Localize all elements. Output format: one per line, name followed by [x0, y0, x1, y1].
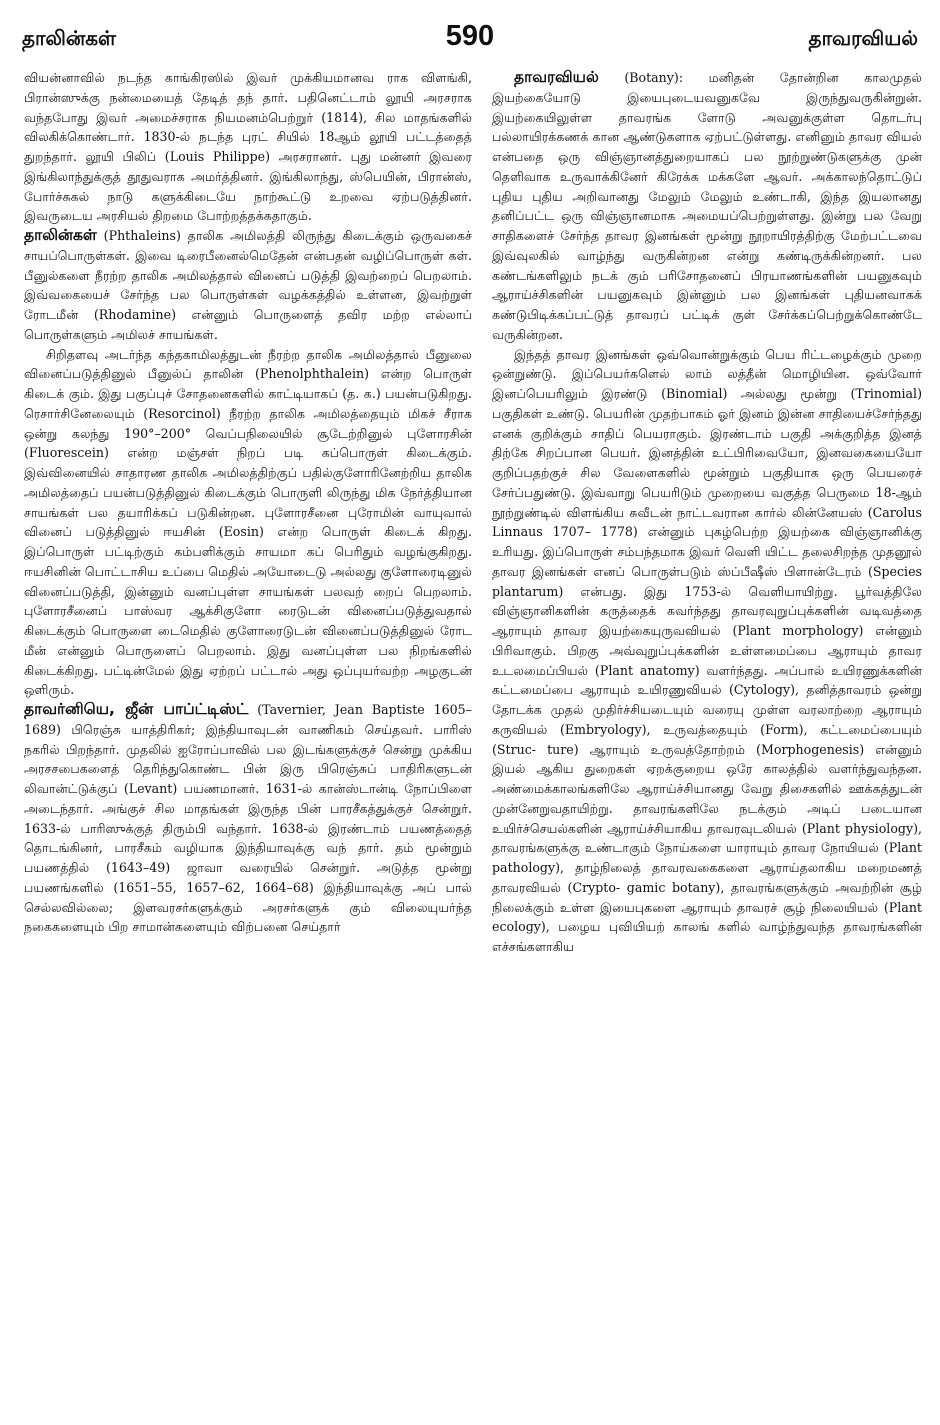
page-number: 590 [445, 20, 495, 52]
running-head-left: தாலின்கள் [22, 26, 117, 50]
right-column [492, 68, 922, 957]
paragraph: சிறிதளவு அடர்ந்த கந்தகாமிலத்துடன் நீரற்ற தாலிக அமிலத்தால் பீனுலை வினைப்படுத்தினுல் பீனுல்ப் தாலின் (Phenolphthalein) என்ற பொருள் கிடைக் கும். இது பகுப்புச் சோதனைகளில் காட்டியாகப் (த. க.) பயன்படுகிறது. ரெசார்சினேலையும் (Resorcinol) நீரற்ற தாலிக அமிலத்தையும் மிகச் சீராக ஒன்று கலந்து 190°–200° வெப்பநிலையில் சூடேற்றினுல் புளோரசின் (Fluorescein) என்ற மஞ்சள் நிறப் படி கப்பொருள் கிடைக்கும். இவ்வினையில் சாதாரண தாலிக அமிலத்திற்குப் பதில்குளோரினேற்றிய தாலிக அமிலத்தைப் பயன்படுத்தினுல் கிடைக்கும் பொருளி லிருந்து மிக நேர்த்தியான சாயங்கள் பல தயாரிக்கப் படுகின்றன. புளோரசீனை புரோமின் வாயுவால் வினைப் படுத்தினுல் ஈயசின் (Eosin) என்ற பொருள் கிடைக் கிறது. இப்பொருள் பட்டிற்கும் கம்பளிக்கும் சாயமா கப் பெரிதும் வழங்குகிறது. ஈயசினின் பொட்டாசிய உப்பை மெதில் அயோடைடு அல்லது குளோரைடினுல் வினைப்படுத்தி, இன்னும் வனப்புள்ள சாயங்கள் பலவற் றைப் பெறலாம். புளோரசீனைப் பாஸ்வர ஆக்சிகுளோ ரைடுடன் வினைப்படுத்துவதால் கிடைக்கும் பொருளை டைமெதில் குளோரைடுடன் வினைப்படுத்தினுல் ரோட மீன் என்னும் பொருளைப் பெறலாம். இது வனப்புள்ள பல நிறங்களில் கிடைக்கிறது. பட்டின்மேல் இது ஏற்றப் பட்டால் அது ஒப்புயர்வற்ற அழகுடன் ஒளிரும். [24, 346, 472, 698]
paragraph-continued: வியன்னாவில் நடந்த காங்கிரஸில் இவர் முக்கியமானவ ராக விளங்கி, பிரான்ஸுக்கு நன்மையைத் தேடித் தந் தார். பதினெட்டாம் லூயி அரசராக வந்தபோது இவர் அமைச்சராக நியமனம்பெற்றுர் (1814), சில மாதங்களில் விலகிக்கொண்டார். 1830-ல் நடந்த புரட் சியில் 18ஆம் லூயி பட்டத்தைத் துறந்தார். லூயி பிலிப் (Louis Philippe) அரசரானர். புது மன்னர் இவரை இங்கிலாந்துக்குத் தூதுவராக அமர்த்தினர். இங்கிலாந்து, ஸ்பெயின், பிரான்ஸ், போர்ச்சுகல் நாடு களுக்கிடையே நாற்கூட்டு உறவை ஏற்படுத்தினர். இவருடைய அரசியல் திறமை போற்றத்தக்கதாகும். [24, 70, 472, 224]
entry-text: (Botany): மனிதன் தோன்றின காலமுதல் இயற்கையோடு இயைபுடையவனுகவே இருந்துவருகின்றுன். இயற்கையிலுள்ள தாவரங்க ளோடு அவனுக்குள்ள தொடர்பு பல்லாயிரக்கணக் கான ஆண்டுகளாக ஏற்பட்டுள்ளது. எனினும் தாவர வியல் என்பதை ஒரு விஞ்ஞானத்துறையாகப் பல நூற்றுண்டுகளுக்கு முன் தெளிவாக உருவாக்கினேர் கிரேக்க மக்களே ஆவர். அக்காலந்தொட்டுப் புதிய புதிய அறிவானது மேலும் மேலும் உண்டாகி, இந்த இயலானது தனிப்பட்ட ஒரு விஞ்ஞானமாக அமையப்பெற்றுள்ளது. இன்று பல வேறு சாதிகளைச் சேர்ந்த தாவர இனங்கள் மூன்று நூறாயிரத்திற்கு மேற்பட்டவை இவ்வுலகில் வாழ்ந்து வருகின்றன என்று கண்டிருக்கின்றனர். பல கண்டங்களிலும் நடக் கும் பரிசோதனைப் பிரயாணங்களின் பயனுகவும் ஆராய்ச்சிகளின் பயனுகவும் இன்னும் பல இனங்கள் புதியனவாகக் கண்டுபிடிக்கப்பட்டுத் தாவரப் பட்டிக் குள் சேர்க்கப்பெற்றுக்கொண்டே வருகின்றன. [492, 70, 922, 342]
page-header [22, 16, 918, 56]
entry-headword: தாலின்கள் [24, 226, 97, 244]
entry-botany [492, 68, 922, 345]
entry-text: (Phthaleins) தாலிக அமிலத்தி லிருந்து கிடைக்கும் ஒருவகைச் சாயப்பொருள்கள். இவை டிரைபீனைல்மெதேன் என்பதன் வழிப்பொருள் கள். பீனுல்களை நீரற்ற தாலிக அமிலத்தால் வினைப் படுத்தி இவற்றைப் பெறலாம். இவ்வகையைச் சேர்ந்த பல பொருள்கள் வழக்கத்தில் உள்ளன, இவற்றுள் ரோடமீன் (Rhodamine) என்னும் பொருளைத் தவிர மற்ற எல்லாப் பொருள்களும் அமிலச் சாயங்கள். [24, 228, 472, 342]
entry-headword: தாவரவியல் [514, 68, 599, 86]
entry-tavernier [24, 700, 472, 937]
entry-headword: தாவர்னியெ, ஜீன் பாப்ட்டிஸ்ட் [24, 700, 249, 718]
entry-text: (Tavernier, Jean Baptiste 1605–1689) பிரெஞ்சு யாத்திரிகர்; இந்தியாவுடன் வாணிகம் செய்தவர். பாரிஸ் நகரில் பிறந்தார். முதலில் ஐரோப்பாவில் பல இடங்களுக்குச் சென்று முக்கிய அரசசபைகளைத் தெரிந்துகொண்ட பின் இரு பிரெஞ்சுப் பாதிரிகளுடன் லிவான்ட்டுக்குப் (Levant) பயணமானர். 1631-ல் கான்ஸ்டான்டி நோப்பிளை அடைந்தார். அங்குச் சில மாதங்கள் இருந்த பின் பாரசீகத்துக்குச் சென்றுர். 1633-ல் பாரிஸுக்குத் திரும்பி வந்தார். 1638-ல் இரண்டாம் பயணத்தைத் தொடங்கினர், பாரசீகம் வழியாக இந்தியாவுக்கு வந் தார். தம் மூன்றும் பயணத்தில் (1643–49) ஜாவா வரையில் சென்றுர். அடுத்த மூன்று பயணங்களில் (1651–55, 1657–62, 1664–68) இந்தியாவுக்கு அப் பால் செல்லவில்லை; இளவரசர்களுக்கும் அரசர்களுக் கும் விலையுயர்ந்த நகைகளையும் பிற சாமான்களையும் விற்பனை செய்தார் [24, 702, 472, 935]
entry-phthaleins [24, 226, 472, 345]
paragraph: இந்தத் தாவர இனங்கள் ஒவ்வொன்றுக்கும் பெய ரிட்டழைக்கும் முறை ஒன்றுண்டு. இப்பெயர்களெல் லாம் லத்தீன் மொழியின. ஒவ்வோர் இனப்பெயரிலும் இரண்டு (Binomial) அல்லது மூன்று (Trinomial) பகுதிகள் உண்டு. பெயரின் முதற்பாகம் ஓர் இனம் இன்ன சாதியைச்சேர்ந்தது எனக் குறிக்கும் சாதிப் பெயராகும். இரண்டாம் பகுதி அக்குறித்த இனத் திற்கே சிறப்பான பெயர். இனத்தின் உட்பிரிவையோ, இனவகையையோ குறிப்பதற்குச் சில வேளைகளில் மூன்றும் பகுதியாக ஒரு பெயரைச் சேர்ப்பதுண்டு. இவ்வாறு பெயரிடும் முறையை வகுத்த பெருமை 18-ஆம் நூற்றுண்டில் விளங்கிய சுவீடன் நாட்டவரான கார்ல் லின்னேயஸ் (Carolus Linnaus 1707– 1778) என்னும் புகழ்பெற்ற இயற்கை விஞ்ஞானிக்கு உரியது. இப்பொருள் சம்பந்தமாக இவர் வெளி யிட்ட தலைசிறந்த முதனூல் தாவர இனங்கள் எனப் பொருள்படும் ஸ்ப்பீஷீஸ் பிளான்டேரம் (Species plantarum) என்பது. இது 1753-ல் வெளியாயிற்று. பூர்வத்திலே விஞ்ஞானிகளின் கருத்தைக் கவர்ந்தது தாவரவுறுப்புக்களின் வடிவத்தை ஆராயும் தாவர இயற்கையுருவவியல் (Plant morphology) என்னும் பிரிவாகும். பிறகு அவ்வுறுப்புக்களின் உள்ளமைப்பை ஆராயும் தாவர உடலமைப்பியல் (Plant anatomy) வளர்ந்தது. அப்பால் உயிரணுக்களின் கட்டமைப்பை ஆராயும் உயிரணுவியல் (Cytology), தனித்தாவரம் ஒன்று தோடக்க முதல் முதிர்ச்சியடையும் வரையு முள்ள வரலாற்றை ஆராயும் கருவியல் (Embryology), உருவத்தையும் (Form), கட்டமைப்பையும் (Struc- ture) ஆராயும் உருவத்தோற்றம் (Morphogenesis) என்னும் இயல் ஆகிய துறைகள் ஏறக்குறைய ஒரே காலத்தில் வளர்ந்துவந்தன. அண்மைக்காலங்களிலே ஆராய்ச்சியானது வேறு திசைகளில் ஊக்கத்துடன் முன்னேறுவதாயிற்று. தாவரங்களிலே நடக்கும் அடிப் படையான உயிர்ச்செயல்களின் ஆராய்ச்சியாகிய தாவரவுடலியல் (Plant physiology), தாவரங்களுக்கு உண்டாகும் நோய்களை யாராயும் தாவர நோயியல் (Plant pathology), தாழ்நிலைத் தாவரவகைகளை ஆராய்தலாகிய மறைமணத் தாவரவியல் (Crypto- gamic botany), தாவரங்களுக்கும் அவற்றின் சூழ் நிலைக்கும் உள்ள இயைபுகளை ஆராயும் தாவரச் சூழ் நிலையியல் (Plant ecology), பழைய புவியியற் காலங் களில் வாழ்ந்துவந்த தாவரங்களின் எச்சங்களாகிய [492, 346, 922, 954]
running-head-right: தாவரவியல் [808, 26, 918, 50]
left-column [24, 68, 472, 937]
